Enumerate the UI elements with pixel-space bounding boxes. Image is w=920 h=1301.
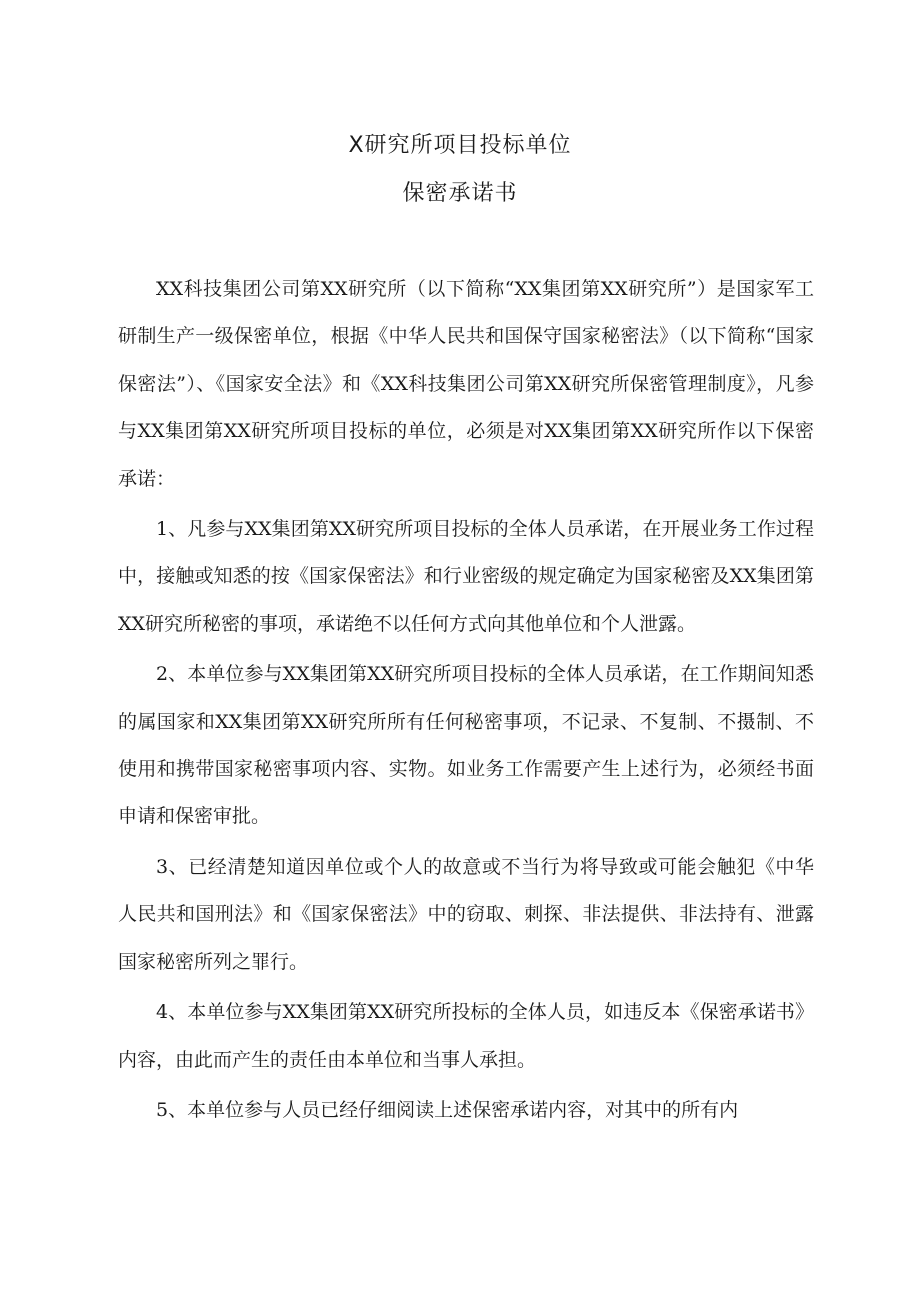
document-title: X研究所项目投标单位 bbox=[348, 133, 572, 158]
intro-paragraph: XX科技集团公司第XX研究所（以下简称“XX集团第XX研究所”）是国家军工研制生产一级保密单位，根据《中华人民共和国保守国家秘密法》（以下简称“国家保密法”）、《国家安全法》和《XX科技集团公司第XX研究所保密管理制度》，凡参与XX集团第XX研究所项目投标的单位，必须是对XX集团第XX研究所作以下保密承诺： bbox=[118, 278, 814, 490]
document-body bbox=[118, 266, 814, 1134]
clause-3: 3、已经清楚知道因单位或个人的故意或不当行为将导致或可能会触犯《中华人民共和国刑法》和《国家保密法》中的窃取、刺探、非法提供、非法持有、泄露国家秘密所列之罪行。 bbox=[118, 855, 814, 973]
clause-2: 2、本单位参与XX集团第XX研究所项目投标的全体人员承诺，在工作期间知悉的属国家和XX集团第XX研究所所有任何秘密事项，不记录、不复制、不摄制、不使用和携带国家秘密事项内容、实物。如业务工作需要产生上述行为，必须经书面申请和保密审批。 bbox=[118, 663, 814, 828]
clause-1: 1、凡参与XX集团第XX研究所项目投标的全体人员承诺，在开展业务工作过程中，接触或知悉的按《国家保密法》和行业密级的规定确定为国家秘密及XX集团第XX研究所秘密的事项，承诺绝不以任何方式向其他单位和个人泄露。 bbox=[118, 518, 814, 635]
clause-5: 5、本单位参与人员已经仔细阅读上述保密承诺内容，对其中的所有内 bbox=[156, 1098, 739, 1121]
clause-4: 4、本单位参与XX集团第XX研究所投标的全体人员，如违反本《保密承诺书》内容，由此而产生的责任由本单位和当事人承担。 bbox=[118, 1001, 814, 1071]
document-subtitle: 保密承诺书 bbox=[402, 181, 518, 206]
